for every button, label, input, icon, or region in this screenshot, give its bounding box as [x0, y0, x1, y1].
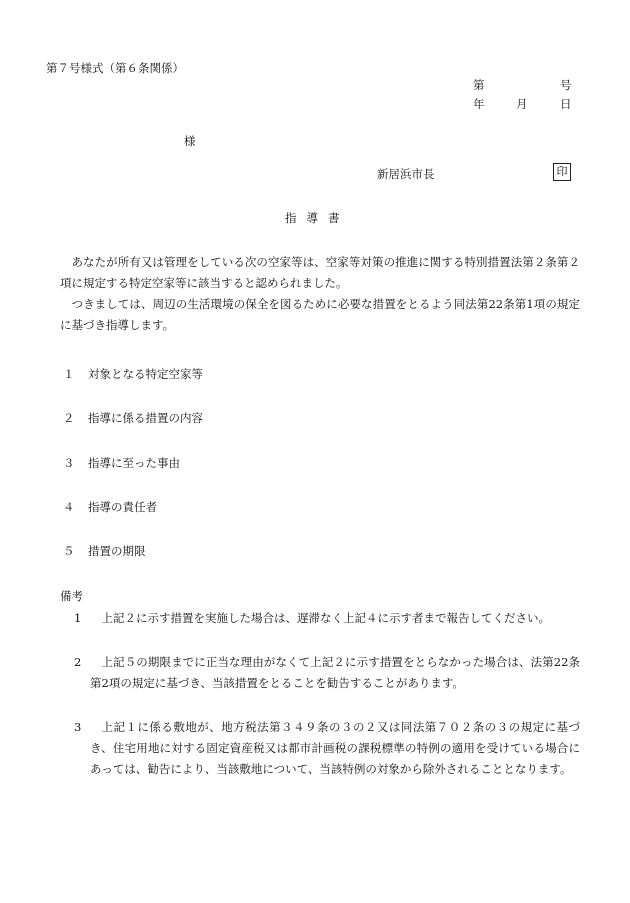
issuer-name: 新居浜市長 — [377, 167, 435, 181]
number-suffix: 号 — [560, 78, 572, 92]
note-3 — [60, 717, 580, 780]
item-4 — [63, 499, 157, 515]
item-label: 指導に至った事由 — [88, 456, 180, 470]
item-label: 措置の期限 — [88, 544, 146, 558]
item-number: ２ — [63, 411, 75, 425]
note-1 — [60, 608, 580, 629]
date-day: 日 — [560, 97, 572, 111]
item-1 — [63, 366, 203, 382]
number-prefix: 第 — [473, 78, 485, 92]
note-number: 3 — [74, 720, 82, 734]
item-number: １ — [63, 367, 75, 381]
document-title: 指導書 — [285, 211, 350, 225]
item-label: 対象となる特定空家等 — [88, 367, 203, 381]
note-text: 上記１に係る敷地が、地方税法第３４９条の３の２又は同法第７０２条の３の規定に基づき、住宅用地に対する固定資産税又は都市計画税の課税標準の特例の適用を受けている場合にあっては、勧告により、当該敷地について、当該特例の対象から除外されることとなります。 — [90, 720, 580, 776]
item-label: 指導の責任者 — [88, 500, 157, 514]
item-number: ３ — [63, 456, 75, 470]
item-number: ５ — [63, 544, 75, 558]
item-3 — [63, 455, 180, 471]
notes-title: 備考 — [60, 589, 83, 603]
item-2 — [63, 410, 203, 426]
note-2 — [60, 652, 580, 694]
note-text: 上記５の期限までに正当な理由がなくて上記２に示す措置をとらなかった場合は、法第22条第2項の規定に基づき、当該措置をとることを勧告することがあります。 — [90, 655, 580, 690]
item-label: 指導に係る措置の内容 — [88, 411, 203, 425]
form-number: 第７号様式（第６条関係） — [46, 61, 184, 75]
note-text: 上記２に示す措置を実施した場合は、遅滞なく上記４に示す者まで報告してください。 — [101, 611, 550, 625]
note-number: 1 — [74, 611, 82, 625]
item-number: ４ — [63, 500, 75, 514]
item-5 — [63, 543, 146, 559]
body-paragraph-1: あなたが所有又は管理をしている次の空家等は、空家等対策の推進に関する特別措置法第２条第２項に規定する特定空家等に該当すると認められました。 — [60, 255, 580, 290]
date-month: 月 — [516, 97, 528, 111]
addressee-suffix: 様 — [184, 134, 196, 148]
seal-mark: 印 — [553, 163, 571, 181]
note-number: 2 — [74, 655, 82, 669]
body-paragraph-2: つきましては、周辺の生活環境の保全を図るために必要な措置をとるよう同法第22条第1項の規定に基づき指導します。 — [60, 297, 580, 332]
date-year: 年 — [473, 97, 485, 111]
